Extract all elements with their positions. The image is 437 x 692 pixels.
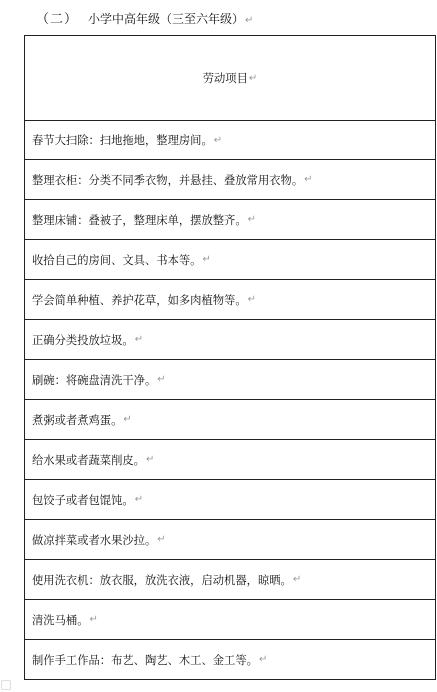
paragraph-mark-icon: ↵ — [245, 15, 254, 26]
paragraph-mark-icon: ↵ — [247, 214, 257, 225]
table-row — [25, 160, 435, 200]
table-header-cell — [25, 36, 435, 121]
table-row — [25, 240, 435, 280]
paragraph-mark-icon: ↵ — [134, 494, 144, 505]
paragraph-mark-icon: ↵ — [304, 174, 313, 185]
table-row — [25, 121, 435, 160]
table-row — [25, 400, 435, 440]
paragraph-mark-icon: ↵ — [292, 574, 302, 585]
table-row — [25, 480, 435, 520]
table-header-text: 劳动项目 — [202, 72, 248, 85]
paragraph-mark-icon: ↵ — [89, 614, 98, 625]
row-text: 制作手工作品：布艺、陶艺、木工、金工等。 — [32, 653, 258, 667]
row-text: 使用洗衣机：放衣服，放洗衣液，启动机器，晾晒。 — [32, 573, 292, 587]
table-row — [25, 200, 435, 240]
paragraph-mark-icon: ↵ — [134, 334, 144, 345]
watermark-icon — [1, 680, 11, 690]
table-row — [25, 320, 435, 360]
table-row — [25, 360, 435, 400]
row-text: 收拾自己的房间、文具、书本等。 — [32, 253, 202, 267]
paragraph-mark-icon: ↵ — [247, 294, 257, 305]
row-text: 学会简单种植、养护花草，如多肉植物等。 — [32, 293, 247, 307]
paragraph-mark-icon: ↵ — [213, 134, 223, 146]
paragraph-mark-icon: ↵ — [157, 534, 166, 545]
row-text: 正确分类投放垃圾。 — [32, 333, 134, 347]
paragraph-mark-icon: ↵ — [202, 254, 211, 265]
section-number: （二） — [36, 12, 79, 27]
paragraph-mark-icon: ↵ — [145, 454, 155, 465]
paragraph-mark-icon: ↵ — [258, 654, 268, 665]
section-title-text: 小学中高年级（三至六年级） — [88, 12, 245, 26]
paragraph-mark-icon: ↵ — [248, 72, 258, 84]
row-text: 春节大扫除：扫地拖地，整理房间。 — [32, 134, 213, 147]
row-text: 包饺子或者包馄饨。 — [32, 493, 134, 507]
paragraph-mark-icon: ↵ — [157, 374, 166, 385]
labor-items-table — [24, 35, 436, 680]
row-text: 做凉拌菜或者水果沙拉。 — [32, 533, 157, 547]
row-text: 整理床铺：叠被子，整理床单，摆放整齐。 — [32, 213, 247, 227]
table-row — [25, 280, 435, 320]
row-text: 给水果或者蔬菜削皮。 — [32, 453, 145, 467]
table-row — [25, 520, 435, 560]
table-row — [25, 440, 435, 480]
paragraph-mark-icon: ↵ — [123, 414, 132, 425]
row-text: 清洗马桶。 — [32, 613, 89, 627]
row-text: 整理衣柜：分类不同季衣物，并悬挂、叠放常用衣物。 — [32, 173, 304, 187]
section-heading — [36, 11, 253, 29]
row-text: 刷碗：将碗盘清洗干净。 — [32, 373, 157, 387]
table-row — [25, 560, 435, 600]
table-row — [25, 600, 435, 640]
table-row — [25, 640, 435, 680]
row-text: 煮粥或者煮鸡蛋。 — [32, 413, 123, 427]
